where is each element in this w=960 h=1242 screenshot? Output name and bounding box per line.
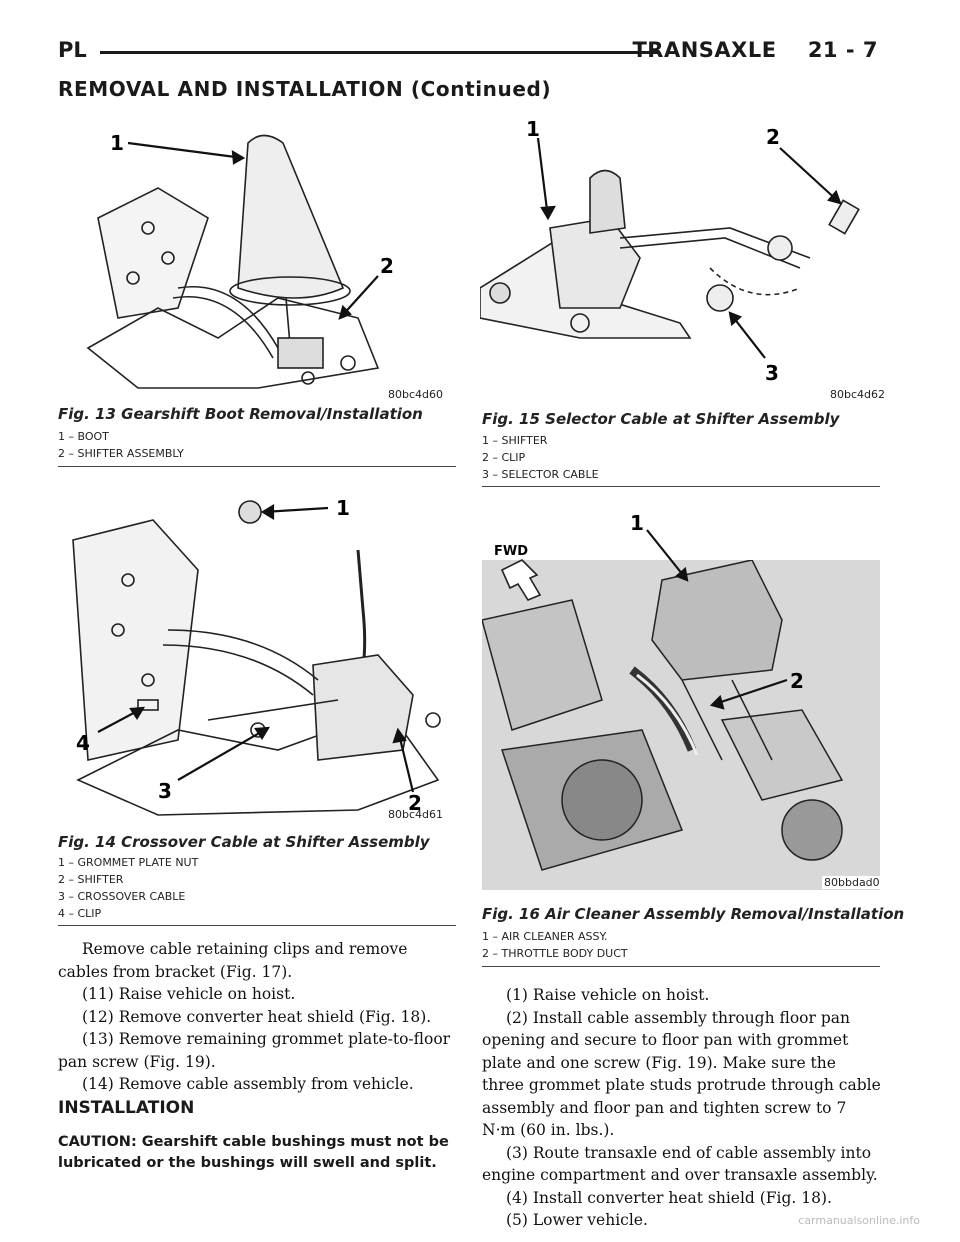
header-left: PL — [58, 38, 87, 62]
fig13-rule — [58, 466, 456, 467]
header-right: TRANSAXLE 21 - 7 — [632, 38, 878, 62]
left-body-text — [58, 938, 458, 1096]
fig14-legend-2: 2 – SHIFTER — [58, 873, 124, 886]
fig15-legend-3: 3 – SELECTOR CABLE — [482, 468, 599, 481]
fig14-callout-1: 1 — [336, 496, 350, 520]
fig16-fwd-label: FWD — [494, 544, 529, 559]
fig14-id: 80bc4d61 — [388, 808, 444, 821]
fig15-callout-3: 3 — [765, 361, 779, 385]
fig15-callout-2: 2 — [766, 125, 780, 149]
left-para-2: (11) Raise vehicle on hoist. — [82, 985, 296, 1003]
fig14-legend-1: 1 – GROMMET PLATE NUT — [58, 856, 199, 869]
fig16-legend-2: 2 – THROTTLE BODY DUCT — [482, 947, 628, 960]
fig14-callout-2: 2 — [408, 791, 422, 815]
fig13-callout-1: 1 — [110, 131, 124, 155]
fig14-callout-4: 4 — [76, 731, 90, 755]
fig13-caption: Fig. 13 Gearshift Boot Removal/Installation — [58, 405, 423, 423]
fig16-id: 80bbdad0 — [824, 876, 880, 889]
fig14-legend — [58, 854, 198, 922]
figure-15 — [480, 108, 886, 401]
right-body-text — [482, 984, 882, 1232]
right-para-4: (4) Install converter heat shield (Fig. 18). — [506, 1188, 832, 1207]
figure-13 — [58, 108, 458, 401]
fig13-legend-1: 1 – BOOT — [58, 430, 109, 443]
fig16-caption: Fig. 16 Air Cleaner Assembly Removal/Installation — [482, 905, 905, 923]
fig13-callout-2: 2 — [380, 254, 394, 278]
fig13-legend — [58, 428, 184, 462]
installation-heading: INSTALLATION — [58, 1098, 195, 1118]
right-para-2: (2) Install cable assembly through floor pan opening and secure to floor pan with grommet plate and one screw (Fig. 19). Make sure the three grommet plate studs protrude through cable assembly and floor pan and tighten screw to 7 N·m (60 in. lbs.). — [482, 1008, 881, 1139]
fig16-callout-2: 2 — [790, 669, 804, 693]
fig15-id: 80bc4d62 — [830, 388, 886, 401]
fig15-legend-2: 2 – CLIP — [482, 451, 526, 464]
fig15-callout-1: 1 — [526, 117, 540, 141]
fig14-callout-3: 3 — [158, 779, 172, 803]
fig15-legend-1: 1 – SHIFTER — [482, 434, 548, 447]
fig15-caption: Fig. 15 Selector Cable at Shifter Assembly — [482, 410, 840, 428]
fig14-legend-4: 4 – CLIP — [58, 907, 102, 920]
figure-14 — [58, 480, 458, 825]
right-para-3: (3) Route transaxle end of cable assembly into engine compartment and over transaxle assembly. — [482, 1143, 878, 1184]
fig14-caption: Fig. 14 Crossover Cable at Shifter Assembly — [58, 833, 430, 851]
header-rule — [100, 51, 658, 54]
fig14-illustration — [58, 480, 458, 825]
fig16-legend-1: 1 – AIR CLEANER ASSY. — [482, 930, 608, 943]
fig15-rule — [482, 486, 880, 487]
fig13-id: 80bc4d60 — [388, 388, 444, 401]
fig16-rule — [482, 966, 880, 967]
fig16-illustration — [482, 500, 882, 895]
figure-16 — [482, 500, 882, 895]
caution-note: CAUTION: Gearshift cable bushings must not be lubricated or the bushings will swell and split. — [58, 1134, 449, 1171]
right-para-1: (1) Raise vehicle on hoist. — [506, 986, 710, 1004]
fig16-callout-1: 1 — [630, 511, 644, 535]
fig14-rule — [58, 925, 456, 926]
fig15-legend — [482, 432, 599, 483]
page-header — [58, 38, 878, 74]
fig13-illustration — [58, 108, 458, 398]
watermark: carmanualsonline.info — [798, 1214, 920, 1227]
section-title: REMOVAL AND INSTALLATION (Continued) — [58, 77, 552, 101]
fig13-legend-2: 2 – SHIFTER ASSEMBLY — [58, 447, 184, 460]
left-para-4: (13) Remove remaining grommet plate-to-floor pan screw (Fig. 19). — [58, 1030, 451, 1071]
left-para-1: Remove cable retaining clips and remove cables from bracket (Fig. 17). — [58, 940, 408, 981]
fig14-legend-3: 3 – CROSSOVER CABLE — [58, 890, 186, 903]
left-para-3: (12) Remove converter heat shield (Fig. 18). — [82, 1007, 432, 1026]
fig16-legend — [482, 928, 628, 962]
right-para-5: (5) Lower vehicle. — [506, 1211, 648, 1229]
left-para-5: (14) Remove cable assembly from vehicle. — [82, 1075, 414, 1093]
fig15-illustration — [480, 108, 880, 398]
